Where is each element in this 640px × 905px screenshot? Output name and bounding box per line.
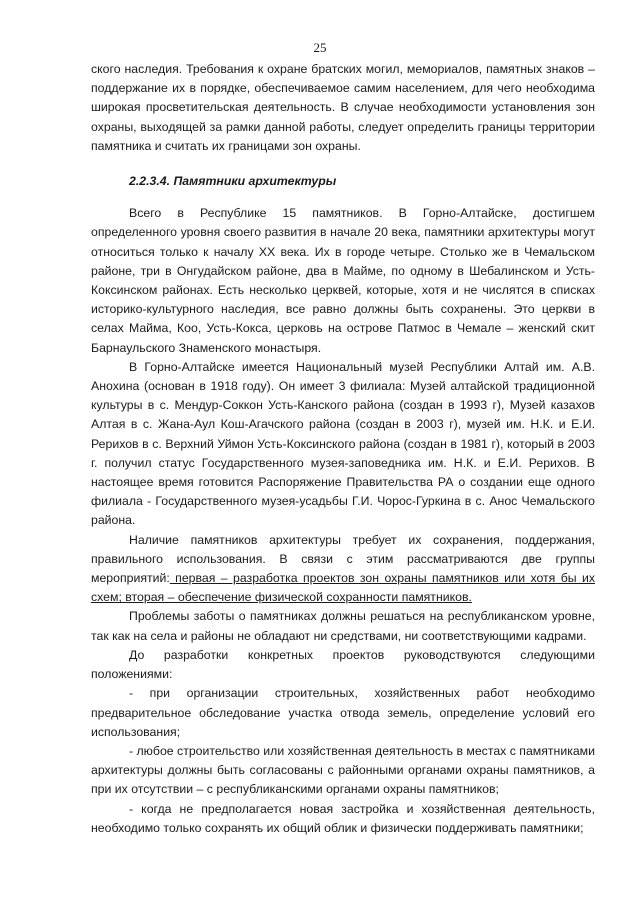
- paragraph-preservation: [91, 531, 595, 608]
- list-item: - любое строительство или хозяйственная деятельность в местах с памятниками архитектуры должны быть согласованы с районными органами охраны памятников, а при их отсутствии – с республиканскими органами охраны памятников;: [91, 743, 596, 797]
- preservation-measures-underlined: первая – разработка проектов зон охраны памятников или хотя бы их схем; вторая – обеспечение физической сохранности памятников.: [91, 571, 595, 605]
- paragraph-provisions: До разработки конкретных проектов руководствуются следующими положениями:: [91, 647, 595, 682]
- paragraph-continuation: ского наследия. Требования к охране братских могил, мемориалов, памятных знаков – поддержание их в порядке, обеспечиваемое самим населением, для чего необходима широкая просветительская деятельность. В случае необходимости установления зон охраны, выходящей за рамки данной работы, следует определить границы территории памятника и считать их границами зон охраны.: [91, 62, 595, 153]
- list-item: - при организации строительных, хозяйственных работ необходимо предварительное обследование участка отвода земель, определение условий его использования;: [91, 686, 595, 739]
- paragraph-monuments-count: Всего в Республике 15 памятников. В Горно-Алтайске, достигшем определенного уровня своего развития в начале 20 века, памятники архитектуры могут относиться только к началу ХХ века. Их в городе четыре. Столько же в Чемальском районе, три в Онгудайском районе, два в Майме, по одному в Шебалинском и Усть-Коксинском районах. Есть несколько церквей, которые, хотя и не числятся в списках историко-культурного наследия, все равно должны быть сохранены. Это церкви в селах Майма, Коо, Усть-Кокса, церковь на острове Патмос в Чемале – женский скит Барнаульского Знаменского монастыря.: [91, 206, 595, 355]
- paragraph-problems: Проблемы заботы о памятниках должны решаться на республиканском уровне, так как на села и районы не обладают ни средствами, ни соответствующими кадрами.: [91, 609, 595, 643]
- preservation-text: Наличие памятников архитектуры требует их сохранения, поддержания, правильного использования. В связи с этим рассматриваются две группы мероприятий:: [91, 532, 595, 586]
- list-item: - когда не предполагается новая застройка и хозяйственная деятельность, необходимо только сохранять их общий облик и физически поддерживать памятники;: [91, 801, 595, 835]
- page-content: [91, 60, 595, 838]
- paragraph-museums: В Горно-Алтайске имеется Национальный музей Республики Алтай им. А.В. Анохина (основан в 1918 году). Он имеет 3 филиала: Музей алтайской традиционной культуры в с. Мендур-Соккон Усть-Канского района (создан в 1993 г), Музей казахов Алтая в с. Жана-Аул Кош-Агачского района (создан в 2003 г), музей им. Н.К. и Е.И. Рерихов в с. Верхний Уймон Усть-Коксинского района (создан в 1981 г), который в 2003 г. получил статус Государственного музея-заповедника им. Н.К. и Е.И. Рерихов. В настоящее время готовится Распоряжение Правительства РА о создании еще одного филиала - Государственного музея-усадьбы Г.И. Чорос-Гуркина в с. Анос Чемальского района.: [91, 359, 595, 528]
- section-heading: 2.2.3.4. Памятники архитектуры: [129, 174, 337, 189]
- page-number: 25: [313, 40, 327, 55]
